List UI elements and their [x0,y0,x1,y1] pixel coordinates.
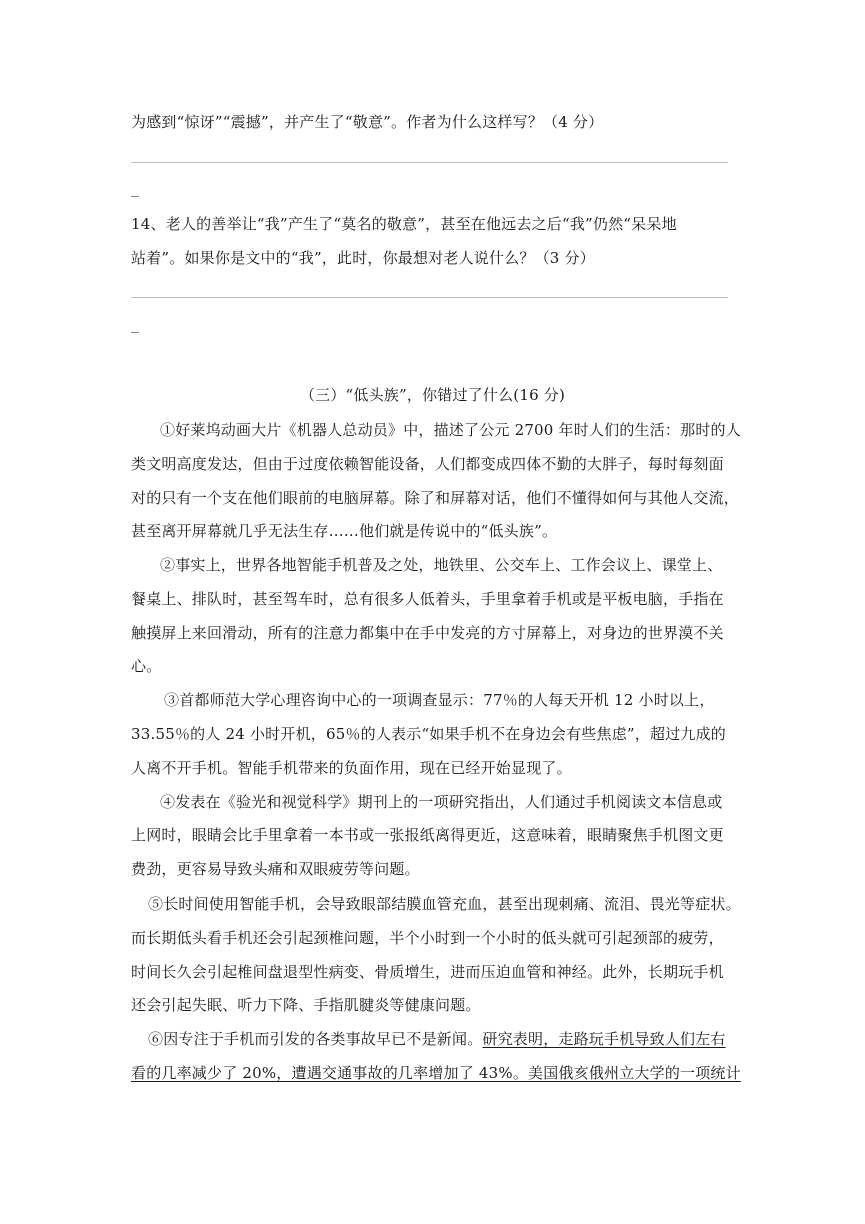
p5-line-2: 而长期低头看手机还会引起颈椎问题，半个小时到一个小时的低头就可引起颈部的疲劳， [131,929,724,947]
p2-line-2: 餐桌上、排队时，甚至驾车时，总有很多人低着头，手里拿着手机或是平板电脑，手指在 [131,590,724,608]
p6-line-1-underlined: 研究表明，走路玩手机导致人们左右 [482,1030,726,1048]
p3-line-3: 人离不开手机。智能手机带来的负面作用，现在已经开始显现了。 [131,759,572,777]
p3-line-2: 33.55％的人 24 小时开机，65％的人表示“如果手机不在身边会有些焦虑”，超过九成的 [131,725,726,743]
q14-question-line-1: 14、老人的善举让“我”产生了“莫名的敬意”，甚至在他远去之后“我”仍然“呆呆地 [131,215,677,233]
p5-line-4: 还会引起失眠、听力下降、手指肌腱炎等健康问题。 [131,996,481,1014]
p6-line-1-plain: ⑥因专注于手机而引发的各类事故早已不是新闻。 [148,1030,483,1048]
p4-line-1: ④发表在《验光和视觉科学》期刊上的一项研究指出，人们通过手机阅读文本信息或 [160,793,723,811]
p2-line-4: 心。 [131,657,162,675]
q14-answer-line-end [131,332,139,333]
p4-line-2: 上网时，眼睛会比手里拿着一本书或一张报纸离得更近，这意味着，眼睛聚焦手机图文更 [131,826,724,844]
p1-line-2: 类文明高度发达，但由于过度依赖智能设备，人们都变成四体不勤的大胖子，每时每刻面 [131,455,724,473]
p1-line-3: 对的只有一个支在他们眼前的电脑屏幕。除了和屏幕对话，他们不懂得如何与其他人交流， [131,489,740,507]
section-title: （三）“低头族”，你错过了什么(16 分) [299,386,566,404]
q13-question-tail: 为感到“惊讶”“震撼”，并产生了“敬意”。作者为什么这样写？（4 分） [131,113,604,131]
p1-line-1: ①好莱坞动画大片《机器人总动员》中，描述了公元 2700 年时人们的生活：那时的人 [160,421,741,439]
p6-line-1 [148,1029,733,1049]
p2-line-1: ②事实上，世界各地智能手机普及之处，地铁里、公交车上、工作会议上、课堂上、 [160,556,723,574]
q14-question-line-2: 站着”。如果你是文中的“我”，此时，你最想对老人说什么？（3 分） [131,249,595,267]
p2-line-3: 触摸屏上来回滑动，所有的注意力都集中在手中发亮的方寸屏幕上，对身边的世界漠不关 [131,624,724,642]
p5-line-1: ⑤长时间使用智能手机，会导致眼部结膜血管充血，甚至出现刺痛、流泪、畏光等症状。 [148,895,741,913]
p1-line-4: 甚至离开屏幕就几乎无法生存……他们就是传说中的“低头族”。 [131,522,558,540]
q13-answer-line-end [131,196,139,197]
q13-answer-line[interactable] [131,162,728,163]
p3-line-1: ③首都师范大学心理咨询中心的一项调查显示：77％的人每天开机 12 小时以上， [164,691,715,709]
p6-line-2-underlined: 看的几率减少了 20%，遭遇交通事故的几率增加了 43%。美国俄亥俄州立大学的一项统计 [131,1064,741,1082]
q14-answer-line[interactable] [131,297,728,298]
p5-line-3: 时间长久会引起椎间盘退型性病变、骨质增生，进而压迫血管和神经。此外，长期玩手机 [131,963,724,981]
p6-line-2 [131,1063,741,1083]
p4-line-3: 费劲，更容易导致头痛和双眼疲劳等问题。 [131,860,420,878]
